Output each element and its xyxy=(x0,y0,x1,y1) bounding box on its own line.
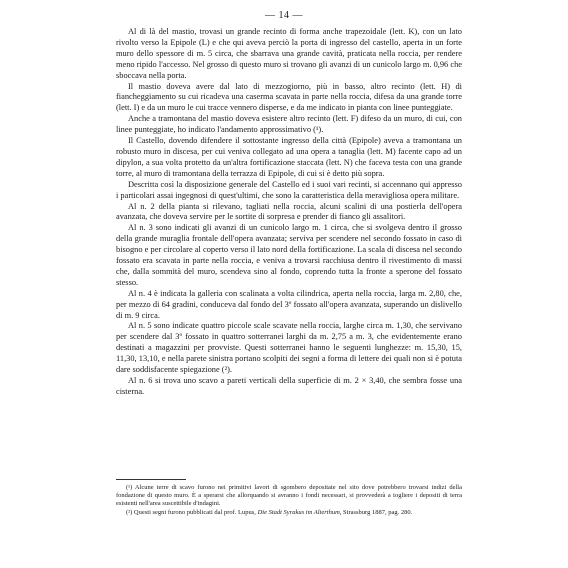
paragraph: Al n. 4 è indicata la galleria con scalinata a volta cilindrica, aperta nella roccia, larga m. 2,80, che, per mezzo di 64 gradini, conduceva dal fondo del 3º fossato all'opera avanzata, superando un dislivello di m. 9 circa. xyxy=(116,288,462,320)
paragraph: Descritta così la disposizione generale del Castello ed i suoi vari recinti, si accennano qui appresso i particolari assai ingegnosi di quest'ultimi, che sono la caratteristica della meravigliosa opera militare. xyxy=(116,179,462,200)
page-number: — 14 — xyxy=(265,10,303,21)
paragraph: Il Castello, dovendo difendere il sottostante ingresso della città (Epipole) aveva a tramontana un robusto muro in discesa, per cui veniva collegato ad una opera a tanaglia (lett. M) facente capo ad un dipylon, a sua volta protetto da un'altra fortificazione staccata (lett. N) che faceva testa con una grande torre, al muro di tramontana della terrazza di Epipole, di cui si è detto più sopra. xyxy=(116,136,462,178)
paragraph: Al n. 3 sono indicati gli avanzi di un cunicolo largo m. 1 circa, che si svolgeva dentro il grosso della grande muraglia frontale dell'opera avanzata; serviva per scendere nel secondo fossato in caso di bisogno e per circolare al coperto verso il lato nord della fortificazione. La scala di discesa nel secondo fossato era scavata in parte nella roccia, e veniva a trovarsi racchiusa dentro il rivestimento di massi che, dalla sommità del muro, scendeva sino al fondo, coprendo tutta la fronte a sperone del fossato stesso. xyxy=(116,223,462,287)
footnote-2-text: (²) Questi segni furono pubblicati dal prof. Lupus, xyxy=(126,508,258,516)
paragraph: Al n. 2 della pianta si rilevano, tagliati nella roccia, alcuni scalini di una postierla dell'opera avanzata, che doveva servire per le sortite di sorpresa e prender di fianco gli assalitori. xyxy=(116,201,462,222)
footnote-2-citation: , Strassburg 1887, pag. 280. xyxy=(339,508,413,516)
paragraph: Anche a tramontana del mastio doveva esistere altro recinto (lett. F) difeso da un muro, di cui, con linee punteggiate, ho indicato l'andamento approssimativo (¹). xyxy=(116,114,462,135)
footnotes xyxy=(116,479,462,517)
paragraph: Al di là del mastio, trovasi un grande recinto di forma anche trapezoidale (lett. K), con un lato rivolto verso la Epipole (L) e che qui aveva perciò la porta di ingresso del castello, aperta in un forte muro dello spessore di m. 5 circa, che sbarrava una grande cavità, praticata nella roccia, per rendere meno ripido l'accesso. Nel grosso di questo muro si trovano gli avanzi di un cunicolo largo m. 0,96 che sboccava nella porta. xyxy=(116,27,462,80)
paragraph: Al n. 5 sono indicate quattro piccole scale scavate nella roccia, larghe circa m. 1,30, che servivano per scendere dal 3º fossato in quattro sotterranei larghi da m. 2,75 a m. 3, che evidentemente erano destinati a magazzini per provviste. Questi sotterranei hanno le seguenti lunghezze: m. 15,30, 15, 11,30, 13,10, e nella parete sinistra portano scolpiti dei segni a forma di lettere dei quali non si è potuta dare soddisfacente spiegazione (²). xyxy=(116,321,462,375)
paragraph: Il mastio doveva avere dal lato di mezzogiorno, più in basso, altro recinto (lett. H) di fiancheggiamento su cui ricadeva una caserma scavata in parte nella roccia, difesa da una grande torre (lett. I) e da un muro le cui tracce vennero disperse, e da me indicato in pianta con linee punteggiate. xyxy=(116,81,462,113)
footnote-2-book-title: Die Stadt Syrakus im Alterthum xyxy=(257,508,340,516)
body-text xyxy=(116,27,462,398)
footnote-divider xyxy=(116,479,186,480)
paragraph: Al n. 6 si trova uno scavo a pareti verticali della superficie di m. 2 × 3,40, che sembra fosse una cisterna. xyxy=(116,376,462,396)
footnote-1: (¹) Alcune terre di scavo furono nei primitivi lavori di sgombero depositate nel sito dove potrebbero trovarsi indizi della fondazione di questo muro. È a sperarsi che allorquando si avranno i fondi necessari, si provvederà a togliere i depositi di terra esistenti nell'area suscettibile d'indagini. xyxy=(116,484,462,508)
footnote-2 xyxy=(116,509,462,517)
